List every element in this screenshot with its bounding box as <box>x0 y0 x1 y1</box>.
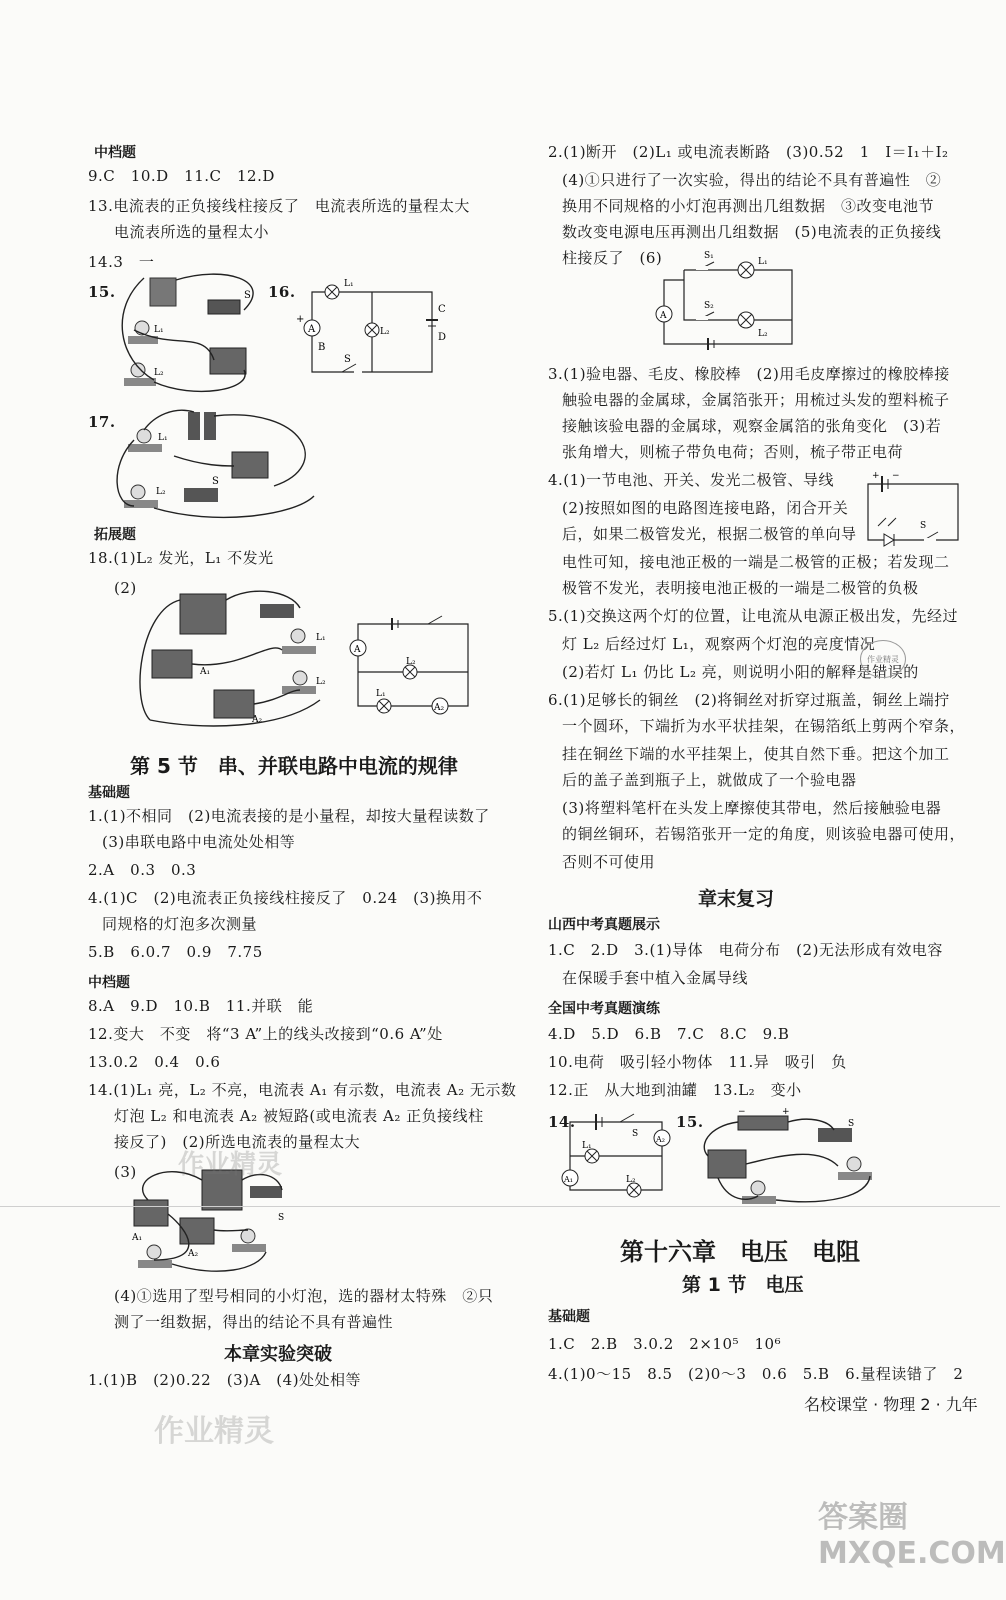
answer-line: (2)按照如图的电路图连接电路，闭合开关 <box>562 499 849 517</box>
question-number: 16. <box>268 283 296 301</box>
svg-text:−: − <box>738 1107 746 1117</box>
answer-line: 1.C 2.B 3.0.2 2×10⁵ 10⁶ <box>548 1335 782 1353</box>
answer-line: 10.电荷 吸引轻小物体 11.异 吸引 负 <box>548 1053 847 1071</box>
question-number: 15. <box>88 283 116 301</box>
answer-line: (3)将塑料笔杆在头发上摩擦使其带电，然后接触验电器 <box>562 799 942 817</box>
svg-text:S: S <box>212 476 219 487</box>
svg-text:A₂: A₂ <box>656 1135 665 1144</box>
svg-text:L₂: L₂ <box>154 368 164 378</box>
heading-basic: 基础题 <box>548 1309 590 1325</box>
answer-line: 1.(1)不相同 (2)电流表接的是小量程，却按大量程读数了 <box>88 807 490 825</box>
section-title: 章末复习 <box>698 888 775 910</box>
answer-line: 9.C 10.D 11.C 12.D <box>88 167 275 185</box>
svg-text:+: + <box>296 314 305 325</box>
chapter-title: 第十六章 电压 电阻 <box>620 1238 860 1266</box>
answer-line: 换用不同规格的小灯泡再测出几组数据 ③改变电池节 <box>562 197 935 215</box>
answer-line: 的铜丝铜环，若锡箔张开一定的角度，则该验电器可使用， <box>562 825 966 843</box>
svg-text:A₁: A₁ <box>132 1233 143 1243</box>
heading-national: 全国中考真题演练 <box>548 1001 660 1017</box>
svg-text:L₁: L₁ <box>316 633 326 643</box>
answer-line: 1.(1)B (2)0.22 (3)A (4)处处相等 <box>88 1371 362 1389</box>
question-number: 17. <box>88 413 116 431</box>
svg-text:L₂: L₂ <box>380 327 390 337</box>
answer-line: 4.(1)一节电池、开关、发光二极管、导线 <box>548 471 835 489</box>
answer-line: 在保暖手套中植入金属导线 <box>562 969 749 987</box>
svg-text:L₁: L₁ <box>154 325 164 335</box>
circuit-diagram-18 <box>348 610 478 720</box>
answer-line: 5.(1)交换这两个灯的位置，让电流从电源正极出发，先经过 <box>548 607 959 625</box>
page-footer: 名校课堂 · 物理 2 · 九年 <box>804 1395 978 1414</box>
answer-line: 否则不可使用 <box>562 853 656 871</box>
svg-text:L₂: L₂ <box>156 487 166 497</box>
answer-line: 挂在铜丝下端的水平挂架上，使其自然下垂。把这个加工 <box>562 745 950 763</box>
circuit-photo-figure <box>698 1106 888 1206</box>
answer-line: 张角增大，则梳子带负电荷；否则，梳子带正电荷 <box>562 443 904 461</box>
svg-text:+: + <box>782 1107 790 1117</box>
answer-line: 后的盖子盖到瓶子上，就做成了一个验电器 <box>562 771 857 789</box>
answer-line: (3) <box>114 1163 137 1181</box>
svg-text:S₂: S₂ <box>704 301 714 311</box>
answer-line: 5.B 6.0.7 0.9 7.75 <box>88 943 263 961</box>
answer-line: 接反了) (2)所选电流表的量程太大 <box>114 1133 361 1151</box>
circuit-photo-figure <box>114 406 334 526</box>
heading-medium: 中档题 <box>88 975 130 991</box>
corner-watermark-logo: 答案圈 MXQE.COM <box>818 1500 1006 1571</box>
svg-text:L₂: L₂ <box>406 657 416 667</box>
answer-line: 3.(1)验电器、毛皮、橡胶棒 (2)用毛皮摩擦过的橡胶棒接 <box>548 365 950 383</box>
answer-line: 数改变电源电压再测出几组数据 (5)电流表的正负接线 <box>562 223 942 241</box>
answer-line: 4.(1)C (2)电流表正负接线柱接反了 0.24 (3)换用不 <box>88 889 483 907</box>
answer-line: 测了一组数据，得出的结论不具有普遍性 <box>114 1313 394 1331</box>
watermark-stamp: 作业精灵 <box>860 640 906 678</box>
answer-line: (4)①只进行了一次实验，得出的结论不具有普遍性 ② <box>562 171 942 189</box>
page-divider <box>0 1206 1000 1207</box>
svg-text:S: S <box>632 1129 639 1139</box>
answer-line: 灯 L₂ 后经过灯 L₁，观察两个灯泡的亮度情况 <box>562 635 876 653</box>
answer-line: 13.0.2 0.4 0.6 <box>88 1053 221 1071</box>
svg-text:A₂: A₂ <box>188 1249 199 1259</box>
answer-line: 极管不发光，表明接电池正极的一端是二极管的负极 <box>562 579 919 597</box>
circuit-photo-figure <box>140 580 350 730</box>
answer-line: 柱接反了 (6) <box>562 249 663 267</box>
answer-line: 12.变大 不变 将“3 A”上的线头改接到“0.6 A”处 <box>88 1025 443 1043</box>
answer-line: 同规格的灯泡多次测量 <box>102 915 258 933</box>
svg-text:L₂: L₂ <box>758 329 768 339</box>
watermark: 作业精灵 <box>178 1150 283 1180</box>
answer-line: 12.正 从大地到油罐 13.L₂ 变小 <box>548 1081 802 1099</box>
svg-text:L₁: L₁ <box>376 689 386 699</box>
question-number: 14. <box>548 1113 576 1131</box>
circuit-diagram-4 <box>858 470 968 552</box>
answer-line: 接触该验电器的金属球，观察金属箔的张角变化 (3)若 <box>562 417 942 435</box>
answer-line: 触验电器的金属球，金属箔张开；用梳过头发的塑料梳子 <box>562 391 950 409</box>
heading-medium: 中档题 <box>94 145 136 161</box>
svg-text:S: S <box>278 1213 285 1223</box>
svg-text:L₁: L₁ <box>158 433 168 443</box>
svg-text:A₁: A₁ <box>200 667 211 677</box>
svg-text:S: S <box>344 354 351 365</box>
answer-line: 电性可知，接电池正极的一端是二极管的正极；若发现二 <box>562 553 950 571</box>
answer-line: 2.(1)断开 (2)L₁ 或电流表断路 (3)0.52 1 I＝I₁＋I₂ <box>548 143 949 161</box>
question-number: 15. <box>676 1113 704 1131</box>
svg-text:L₁: L₁ <box>758 257 768 267</box>
svg-text:+: + <box>872 471 880 481</box>
svg-text:L₂: L₂ <box>316 677 326 687</box>
answer-line: 一个圆环，下端折为水平状挂架，在锡箔纸上剪两个窄条， <box>562 717 966 735</box>
section-title: 第 5 节 串、并联电路中电流的规律 <box>130 754 458 778</box>
answer-line: 4.D 5.D 6.B 7.C 8.C 9.B <box>548 1025 790 1043</box>
answer-line: 14.3 一 <box>88 253 155 271</box>
heading-extension: 拓展题 <box>94 527 136 543</box>
svg-text:A: A <box>308 324 316 335</box>
answer-line: 灯泡 L₂ 和电流表 A₂ 被短路(或电流表 A₂ 正负接线柱 <box>114 1107 484 1125</box>
watermark: 作业精灵 <box>154 1414 274 1449</box>
circuit-photo-figure <box>114 270 289 400</box>
section-title: 第 1 节 电压 <box>682 1274 804 1296</box>
circuit-diagram-14 <box>562 1108 674 1200</box>
answer-line: 8.A 9.D 10.B 11.并联 能 <box>88 997 314 1015</box>
answer-line: 18.(1)L₂ 发光，L₁ 不发光 <box>88 549 274 567</box>
svg-text:D: D <box>438 332 447 343</box>
svg-text:L₂: L₂ <box>626 1175 636 1185</box>
answer-line: 2.A 0.3 0.3 <box>88 861 197 879</box>
answer-line: 1.C 2.D 3.(1)导体 电荷分布 (2)无法形成有效电容 <box>548 941 943 959</box>
answer-line: 4.(1)0～15 8.5 (2)0～3 0.6 5.B 6.量程读错了 2 <box>548 1365 964 1383</box>
section-title: 本章实验突破 <box>224 1344 332 1365</box>
svg-text:S: S <box>848 1119 855 1129</box>
answer-line: (4)①选用了型号相同的小灯泡，选的器材太特殊 ②只 <box>114 1287 494 1305</box>
svg-text:−: − <box>892 471 900 481</box>
heading-basic: 基础题 <box>88 785 130 801</box>
svg-text:A: A <box>354 645 361 655</box>
svg-text:C: C <box>438 304 446 315</box>
svg-text:L₁: L₁ <box>582 1141 592 1151</box>
svg-text:S: S <box>920 521 927 531</box>
svg-text:S₁: S₁ <box>704 251 714 261</box>
svg-text:L₁: L₁ <box>344 279 354 289</box>
answer-line: (2)若灯 L₁ 仍比 L₂ 亮，则说明小阳的解释是错误的 <box>562 663 919 681</box>
answer-line: 电流表所选的量程太小 <box>114 223 270 241</box>
svg-text:A₁: A₁ <box>564 1175 573 1184</box>
svg-text:A: A <box>660 311 667 321</box>
answer-line: (3)串联电路中电流处处相等 <box>102 833 296 851</box>
svg-text:B: B <box>318 342 326 353</box>
circuit-diagram-16 <box>292 272 447 382</box>
answer-line: (2) <box>114 579 137 597</box>
circuit-diagram-2 <box>654 244 804 356</box>
answer-line: 14.(1)L₁ 亮，L₂ 不亮，电流表 A₁ 有示数，电流表 A₂ 无示数 <box>88 1081 517 1099</box>
svg-text:S: S <box>244 290 251 301</box>
svg-text:A₂: A₂ <box>434 703 445 713</box>
heading-shanxi: 山西中考真题展示 <box>548 917 660 933</box>
answer-line: 13.电流表的正负接线柱接反了 电流表所选的量程太大 <box>88 197 470 215</box>
svg-text:A₂: A₂ <box>252 715 263 725</box>
answer-line: 6.(1)足够长的铜丝 (2)将铜丝对折穿过瓶盖，铜丝上端拧 <box>548 691 950 709</box>
answer-line: 后，如果二极管发光，根据二极管的单向导 <box>562 525 857 543</box>
